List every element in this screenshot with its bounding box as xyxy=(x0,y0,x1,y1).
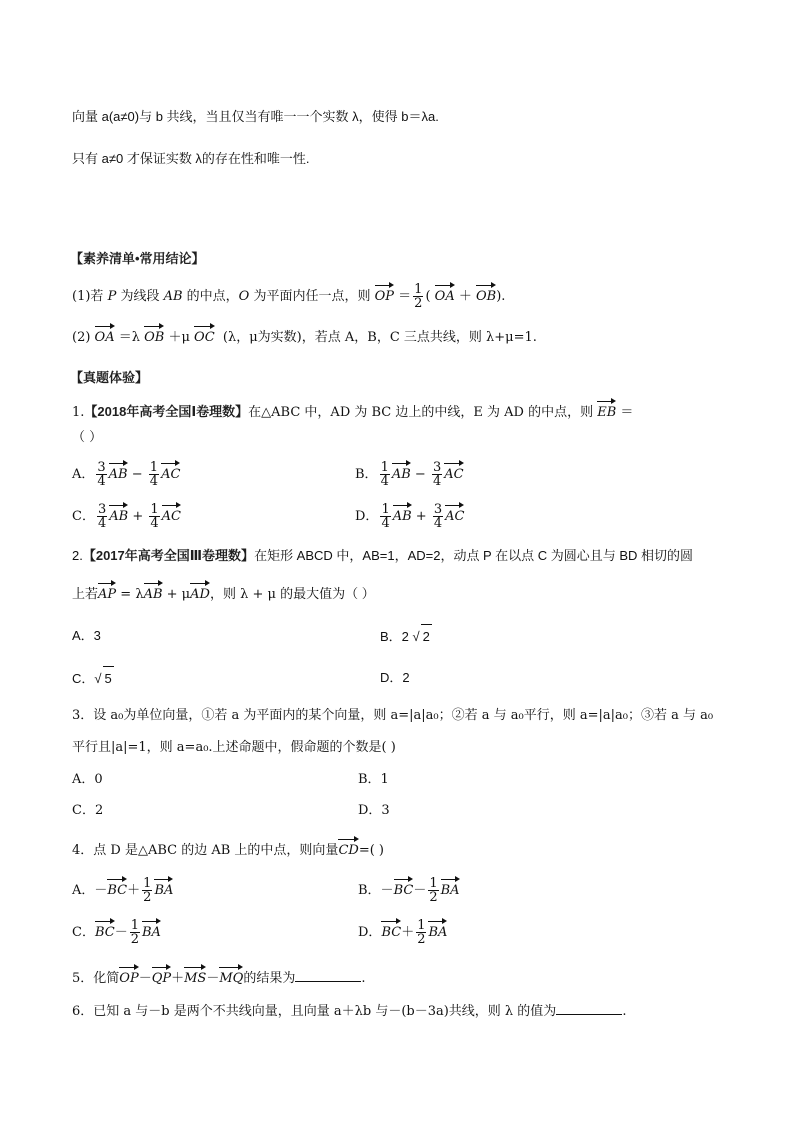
vector-ob: OB xyxy=(476,282,496,303)
q2-option-d: D．2 xyxy=(380,670,410,685)
q4-option-d: D． BC＋ $\frac{1}{2}$ BA xyxy=(358,918,448,947)
q2-text: 在矩形 ABCD 中，AB=1，AD=2，动点 P 在以点 C 为圆心且与 BD 相切的圆 xyxy=(254,548,694,563)
q4-text: 4．点 D 是△ABC 的边 AB 上的中点，则向量 xyxy=(72,843,339,858)
q6-text: 6．已知 a 与－b 是两个不共线向量，且向量 a＋λb 与－(b－3a)共线，则 λ 的值为 xyxy=(72,1004,557,1019)
c1-mid3: 为平面内任一点，则 xyxy=(249,289,375,304)
option-label: B．－ xyxy=(358,883,394,898)
q5-stem: 5．化简 OP－ QP＋ MS－ MQ的结果为 . xyxy=(72,964,365,991)
q4-option-a: A．－ BC＋ $\frac{1}{2}$ BA xyxy=(72,876,174,905)
option-label: D． xyxy=(355,509,379,524)
c2-pre: (2) xyxy=(72,330,95,345)
q3-option-d: D．3 xyxy=(358,803,390,818)
q4-end: =( ) xyxy=(358,843,384,858)
vector-ob: OB xyxy=(144,323,164,344)
q2-option-c: C．√ 5 xyxy=(72,666,114,691)
c1-ab: AB xyxy=(163,289,183,304)
q2-stem-2: 上若 AP = λ AB + μ AD，则 λ + μ 的最大值为（ ） xyxy=(72,580,375,608)
q4-stem: 4．点 D 是△ABC 的边 AB 上的中点，则向量 CD=( ) xyxy=(72,836,384,863)
c1-pre: (1)若 xyxy=(72,289,108,304)
option-label: C． xyxy=(72,509,95,524)
q1-option-c: C． $\frac{3}{4}$ AB + $\frac{1}{4}$ AC xyxy=(72,502,181,531)
q1-stem: 1.【2018年高考全国Ⅰ卷理数】在△ABC 中，AD 为 BC 边上的中线，E 为 AD 的中点，则 EB ＝ xyxy=(72,398,633,425)
conclusion-2: (2) OA ＝λ OB ＋μ OC (λ，μ为实数)，若点 A，B，C 三点共线，则 λ+μ=1. xyxy=(72,323,537,353)
q3-option-b: B．1 xyxy=(358,772,389,787)
q1-paren: （ ） xyxy=(72,430,103,445)
answer-blank[interactable] xyxy=(556,1014,622,1015)
q2-text-b2: ，则 xyxy=(209,586,236,601)
conclusion-1: (1)若 P 为线段 AB 的中点，O 为平面内任一点，则 OP ＝ $\frac{1}{2}$ ( OA ＋ OB). xyxy=(72,282,506,311)
q2-stem xyxy=(72,546,693,566)
option-label: A． xyxy=(72,467,95,482)
option-c-label: C． xyxy=(72,671,95,686)
option-label: C． xyxy=(72,925,95,940)
c1-p: P xyxy=(107,289,117,304)
vector-oa: OA xyxy=(435,282,455,303)
option-label: A．－ xyxy=(72,883,108,898)
c1-end: ). xyxy=(496,289,506,304)
vector-op: OP xyxy=(375,282,394,303)
q2-option-a: A．3 xyxy=(72,628,101,643)
vector-oa: OA xyxy=(95,323,115,344)
q3-option-c: C．2 xyxy=(72,803,104,818)
option-label: B． xyxy=(355,467,378,482)
q2-option-b: B．2 √ 2 xyxy=(380,624,432,649)
q1-text: 在△ABC 中，AD 为 BC 边上的中线，E 为 AD 的中点，则 xyxy=(248,405,594,420)
c1-mid2: 的中点， xyxy=(182,289,239,304)
answer-blank[interactable] xyxy=(295,981,361,982)
q2-number: 2. xyxy=(72,548,83,563)
q2-text-b3: 的最大值为（ ） xyxy=(280,586,375,601)
theorem-line-1: 向量 a(a≠0)与 b 共线，当且仅当有唯一一个实数 λ，使得 b＝λa. xyxy=(72,109,439,124)
c1-mid: 为线段 xyxy=(116,289,164,304)
q3-stem-2: 平行且|a|=1，则 a=a₀.上述命题中，假命题的个数是( ) xyxy=(72,740,396,755)
q2-tag: 【2017年高考全国Ⅲ卷理数】 xyxy=(82,548,255,563)
q1-option-d: D． $\frac{1}{4}$ AB + $\frac{3}{4}$ AC xyxy=(355,502,465,531)
c1-o: O xyxy=(238,289,250,304)
fraction-half: $\frac{1}{2}$ xyxy=(414,282,423,311)
q4-option-b: B．－ BC－ $\frac{1}{2}$ BA xyxy=(358,876,460,905)
q4-option-c: C． BC－ $\frac{1}{2}$ BA xyxy=(72,918,161,947)
vector-oc: OC xyxy=(194,323,215,344)
q5-end: 的结果为 xyxy=(243,971,296,986)
q5-text: 5．化简 xyxy=(72,971,120,986)
theorem-line-2: 只有 a≠0 才保证实数 λ的存在性和唯一性. xyxy=(72,151,310,166)
q1-option-b: B． $\frac{1}{4}$ AB − $\frac{3}{4}$ AC xyxy=(355,460,464,489)
conclusions-header: 【素养清单•常用结论】 xyxy=(70,251,205,266)
c2-cond: (λ，μ为实数)，若点 A，B，C 三点共线，则 λ+μ=1. xyxy=(222,330,537,345)
exam-header: 【真题体验】 xyxy=(70,370,149,385)
q1-number: 1. xyxy=(72,405,85,420)
q2-text-b1: 上若 xyxy=(72,586,99,601)
option-b-label: B．2 xyxy=(380,629,409,644)
q6-stem: 6．已知 a 与－b 是两个不共线向量，且向量 a＋λb 与－(b－3a)共线，则 λ 的值为 . xyxy=(72,1004,627,1019)
option-label: D． xyxy=(358,925,382,940)
q3-option-a: A．0 xyxy=(72,772,103,787)
q3-stem-1: 3．设 a₀为单位向量，①若 a 为平面内的某个向量，则 a=|a|a₀；②若 a 与 a₀平行，则 a=|a|a₀；③若 a 与 a₀ xyxy=(72,708,714,723)
q1-tag: 【2018年高考全国Ⅰ卷理数】 xyxy=(84,404,249,419)
vector-eb: EB xyxy=(597,398,616,419)
q1-option-a: A． $\frac{3}{4}$ AB − $\frac{1}{4}$ AC xyxy=(72,460,181,489)
